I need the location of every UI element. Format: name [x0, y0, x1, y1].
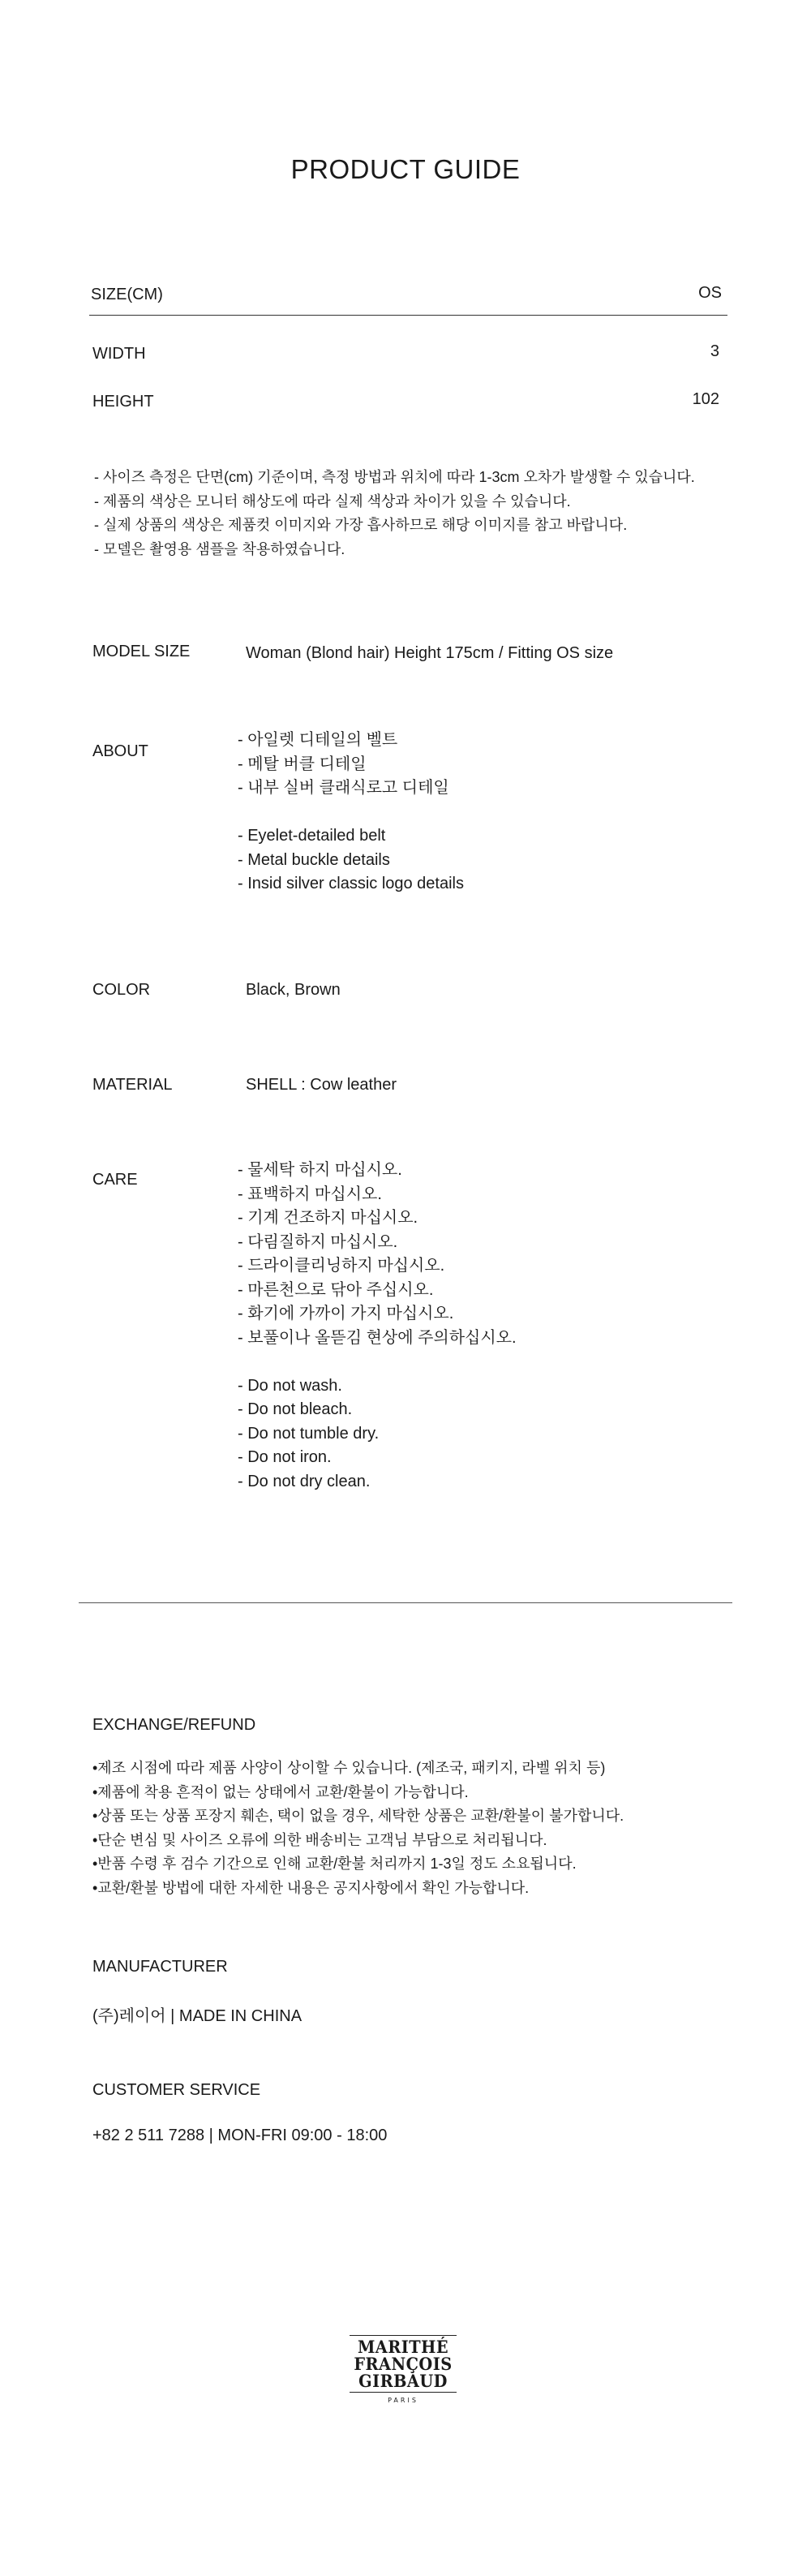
care-line: - Do not iron.	[238, 1448, 332, 1466]
page-title: PRODUCT GUIDE	[290, 154, 521, 184]
size-header-value: OS	[698, 284, 722, 302]
width-label: WIDTH	[92, 345, 146, 363]
customer-service-label: CUSTOMER SERVICE	[92, 2081, 261, 2099]
brand-logo-line: GIRBAUD	[358, 2371, 448, 2391]
care-line: - 다림질하지 마십시오.	[238, 1232, 398, 1251]
care-line: - Do not tumble dry.	[238, 1424, 380, 1443]
size-notes	[94, 466, 695, 561]
care-line: - Do not wash.	[238, 1376, 342, 1395]
care-line: - Do not bleach.	[238, 1400, 353, 1418]
policy-line: •교환/환불 방법에 대한 자세한 내용은 공지사항에서 확인 가능합니다.	[92, 1879, 530, 1896]
exchange-refund-label: EXCHANGE/REFUND	[92, 1716, 256, 1734]
care-line	[238, 1350, 517, 1374]
care-line: - 표백하지 마십시오.	[238, 1185, 382, 1203]
policy-line: •상품 또는 상품 포장지 훼손, 택이 없을 경우, 세탁한 상품은 교환/환불이 불가합니다.	[92, 1808, 624, 1824]
model-size-value: Woman (Blond hair) Height 175cm / Fitting OS size	[246, 644, 614, 662]
about-line: - 내부 실버 클래식로고 디테일	[238, 779, 449, 797]
policy-line: •제품에 착용 흔적이 없는 상태에서 교환/환불이 가능합니다.	[92, 1783, 469, 1800]
policy-line: •단순 변심 및 사이즈 오류에 의한 배송비는 고객님 부담으로 처리됩니다.	[92, 1831, 547, 1848]
care-list	[238, 1159, 517, 1494]
care-line: - 드라이클리닝하지 마십시오.	[238, 1257, 445, 1275]
color-value: Black, Brown	[246, 981, 341, 999]
policy-line: •제조 시점에 따라 제품 사양이 상이할 수 있습니다. (제조국, 패키지, 라벨 위치 등)	[92, 1760, 606, 1776]
manufacturer-label: MANUFACTURER	[92, 1958, 228, 1976]
brand-logo-line: MARITHÉ	[357, 2337, 449, 2357]
about-label: ABOUT	[92, 742, 148, 760]
note-line: - 사이즈 측정은 단면(cm) 기준이며, 측정 방법과 위치에 따라 1-3cm 오차가 발생할 수 있습니다.	[94, 469, 695, 485]
about-line: - Eyelet-detailed belt	[238, 827, 386, 845]
color-label: COLOR	[92, 981, 151, 999]
customer-service-value: +82 2 511 7288 | MON-FRI 09:00 - 18:00	[92, 2127, 388, 2144]
policy-line: •반품 수령 후 검수 기간으로 인해 교환/환불 처리까지 1-3일 정도 소요됩니다.	[92, 1856, 577, 1872]
manufacturer-value: (주)레이어 | MADE IN CHINA	[92, 2007, 303, 2025]
width-value: 3	[710, 342, 719, 360]
about-line	[238, 801, 464, 825]
note-line: - 실제 상품의 색상은 제품컷 이미지와 가장 흡사하므로 해당 이미지를 참고 바랍니다.	[94, 517, 628, 533]
size-table-divider	[89, 315, 727, 316]
care-line: - 화기에 가까이 가지 마십시오.	[238, 1305, 454, 1322]
care-line: - Do not dry clean.	[238, 1472, 371, 1490]
about-line: - Metal buckle details	[238, 850, 390, 869]
material-label: MATERIAL	[92, 1076, 173, 1094]
care-line: - 기계 건조하지 마십시오.	[238, 1209, 418, 1227]
care-label: CARE	[92, 1171, 138, 1189]
height-label: HEIGHT	[92, 393, 154, 411]
note-line: - 모델은 촬영용 샘플을 착용하였습니다.	[94, 540, 345, 557]
care-line: - 보풀이나 올뜯김 현상에 주의하십시오.	[238, 1328, 517, 1347]
size-header-label: SIZE(CM)	[91, 286, 163, 303]
material-value: SHELL : Cow leather	[246, 1076, 397, 1094]
brand-logo	[345, 2335, 461, 2404]
note-line: - 제품의 색상은 모니터 해상도에 따라 실제 색상과 차이가 있을 수 있습니다.	[94, 492, 571, 510]
care-line: - 마른천으로 닦아 주십시오.	[238, 1280, 434, 1299]
about-line: - 아일렛 디테일의 벨트	[238, 731, 398, 749]
exchange-refund-policy	[92, 1757, 624, 1900]
about-list	[238, 729, 464, 897]
about-line: - 메탈 버클 디테일	[238, 755, 367, 773]
brand-logo-city: PARIS	[388, 2397, 418, 2404]
height-value: 102	[692, 390, 719, 408]
section-divider	[79, 1602, 732, 1603]
model-size-label: MODEL SIZE	[92, 643, 191, 660]
brand-logo-line: FRANÇOIS	[354, 2354, 453, 2374]
care-line: - 물세탁 하지 마십시오.	[238, 1161, 402, 1179]
about-line: - Insid silver classic logo details	[238, 875, 464, 892]
